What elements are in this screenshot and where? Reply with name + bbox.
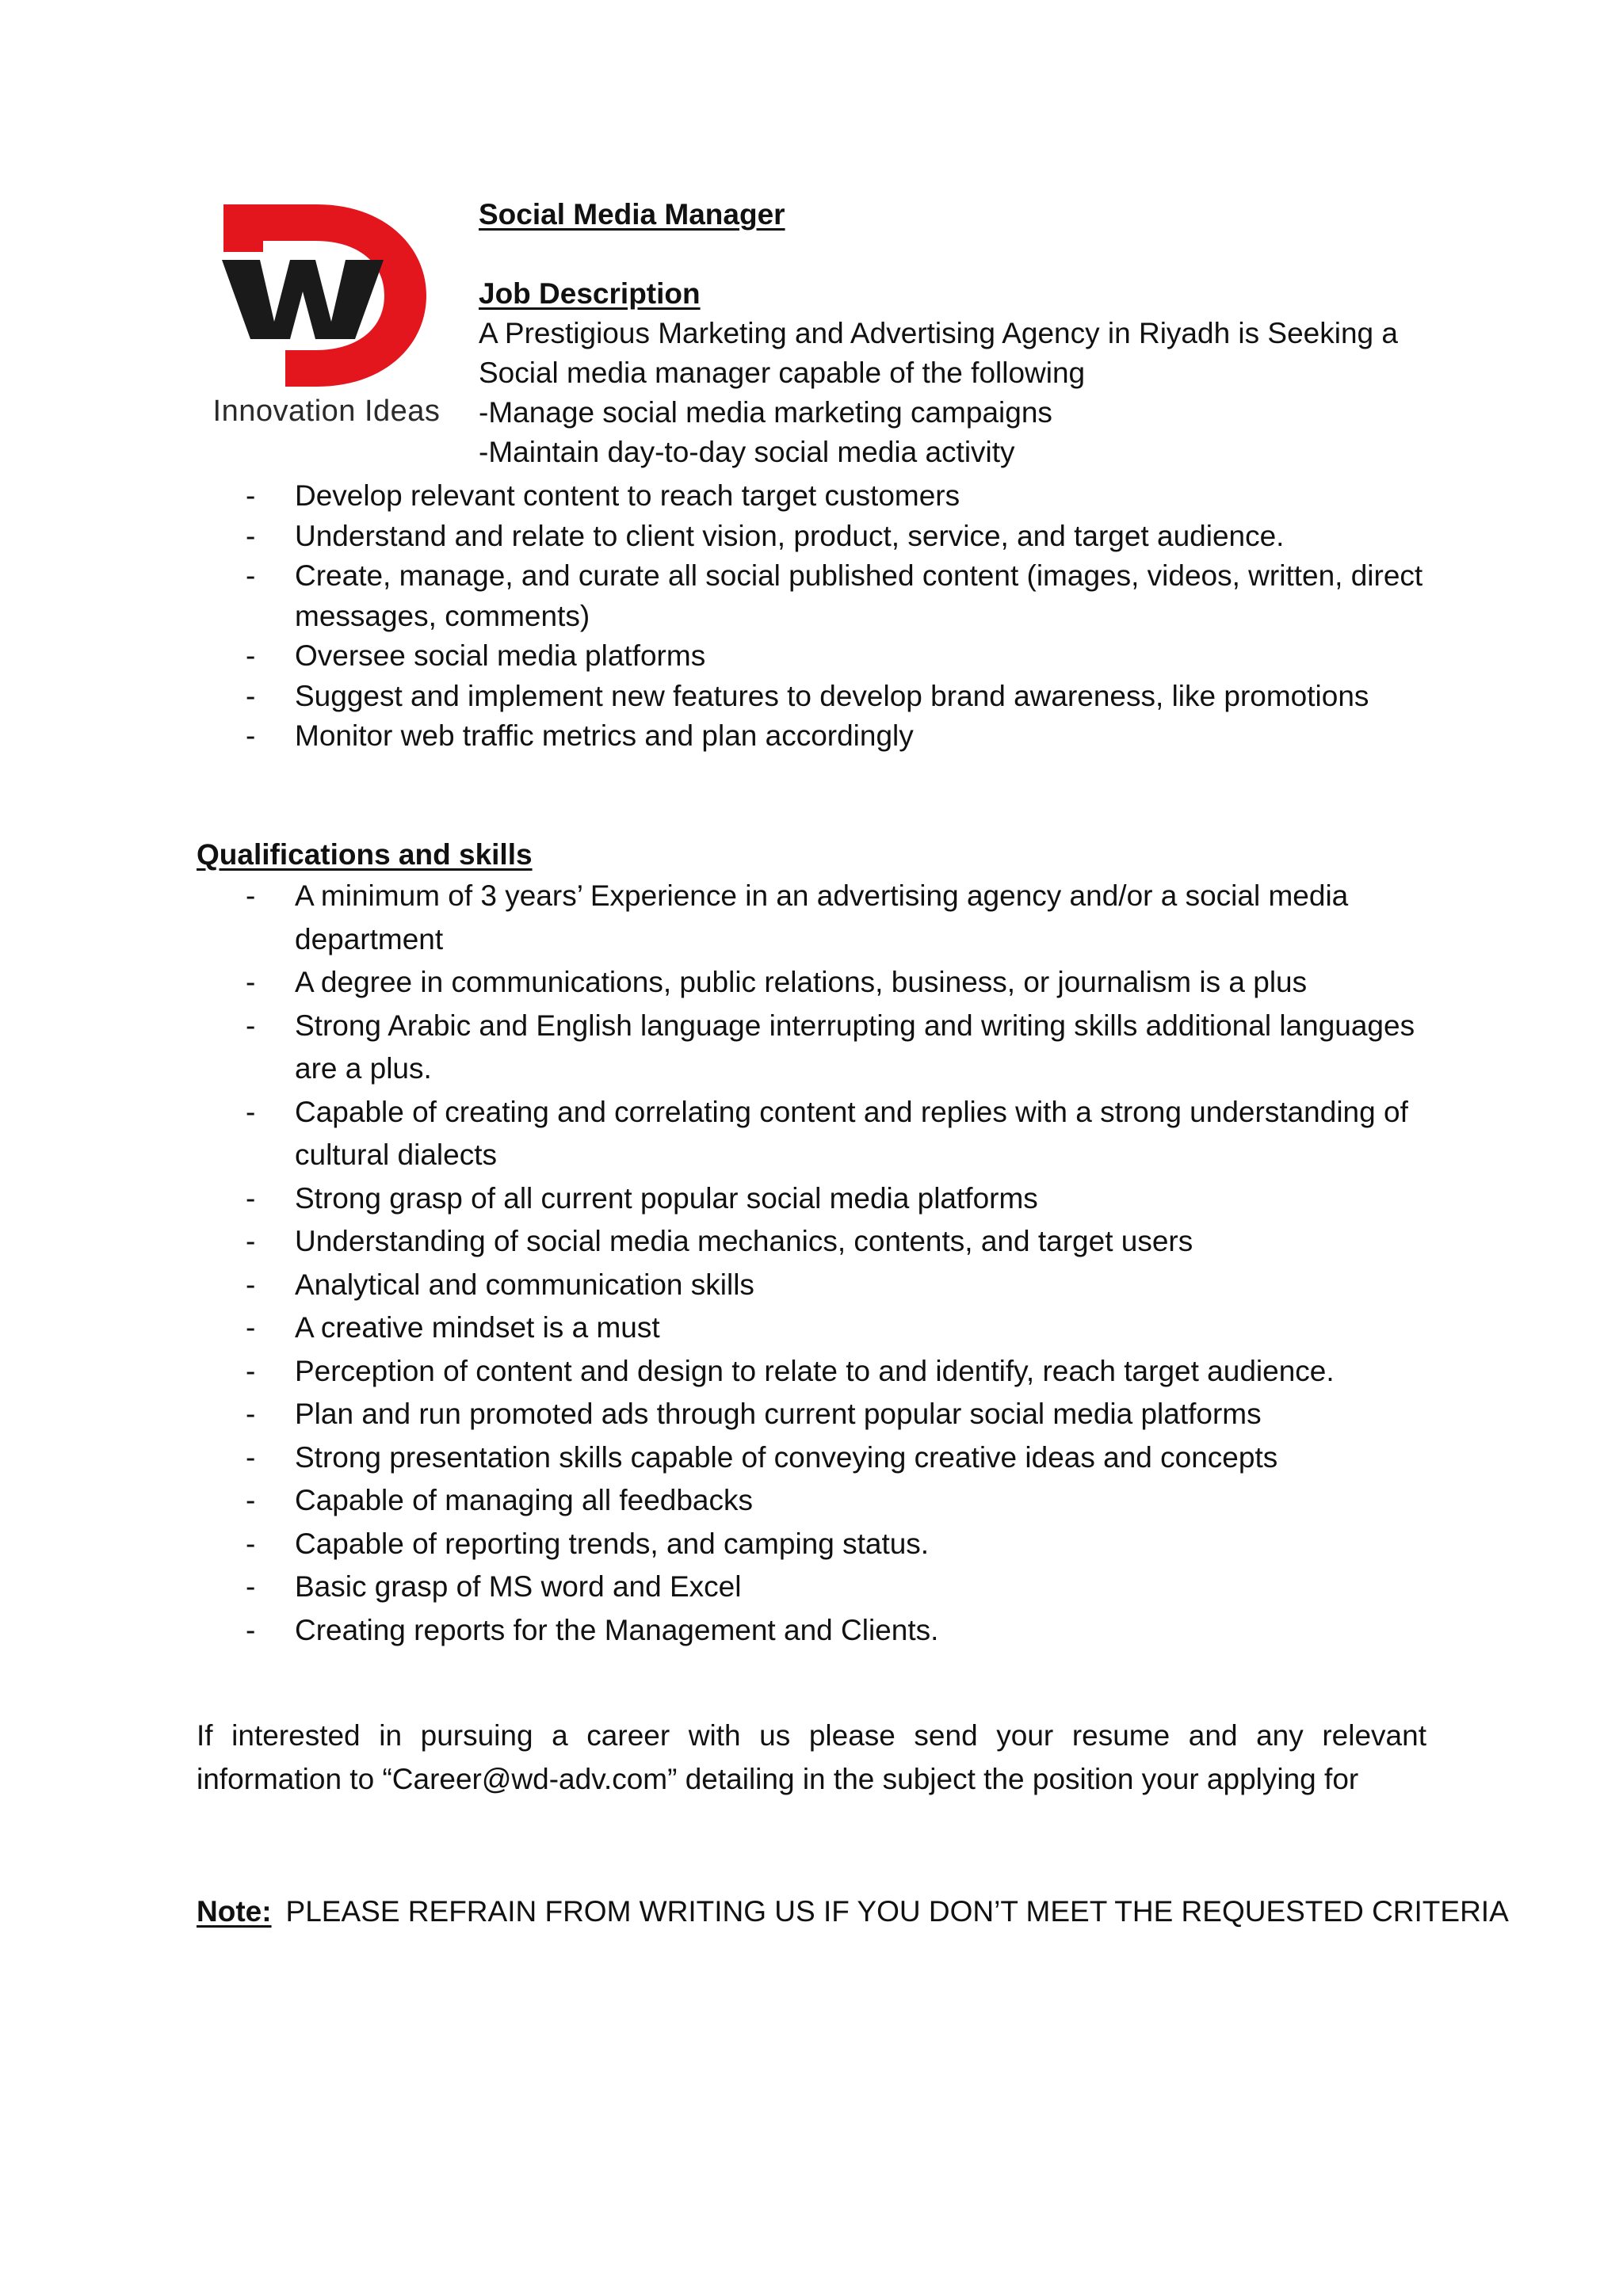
note-line	[197, 1892, 1509, 1932]
duties-list	[197, 476, 1433, 757]
qualification-item: - Understanding of social media mechanics, contents, and target users	[197, 1220, 1433, 1264]
job-description-heading: Job Description	[479, 277, 701, 310]
duty-item: - Monitor web traffic metrics and plan accordingly	[197, 716, 1433, 757]
duty-item: - Create, manage, and curate all social published content (images, videos, written, direct messages, comments)	[197, 556, 1433, 636]
qualification-item: - Basic grasp of MS word and Excel	[197, 1566, 1433, 1609]
job-title: Social Media Manager	[479, 198, 785, 231]
note-text: PLEASE REFRAIN FROM WRITING US IF YOU DON’T MEET THE REQUESTED CRITERIA	[285, 1895, 1509, 1928]
header-block	[479, 195, 1438, 472]
intro-line: -Manage social media marketing campaigns	[479, 396, 1052, 429]
qualification-item: - A degree in communications, public relations, business, or journalism is a plus	[197, 961, 1433, 1005]
qualification-item: - Strong Arabic and English language interrupting and writing skills additional languages are a plus.	[197, 1005, 1433, 1091]
duty-item: - Oversee social media platforms	[197, 636, 1433, 677]
wd-logo-mark-icon	[222, 203, 428, 387]
qualification-item: - A minimum of 3 years’ Experience in an advertising agency and/or a social media department	[197, 875, 1433, 961]
qualification-item: - Creating reports for the Management and Clients.	[197, 1609, 1433, 1653]
duty-item: - Develop relevant content to reach target customers	[197, 476, 1433, 517]
company-logo	[200, 203, 453, 441]
application-instructions: If interested in pursuing a career with us please send your resume and any relevant information to “Career@wd-adv.com” detailing in the subject the position your applying for	[197, 1719, 1426, 1795]
duty-item: - Understand and relate to client vision, product, service, and target audience.	[197, 517, 1433, 557]
qualification-item: - Capable of reporting trends, and camping status.	[197, 1523, 1433, 1566]
qualification-item: - A creative mindset is a must	[197, 1306, 1433, 1350]
qualification-item: - Capable of managing all feedbacks	[197, 1479, 1433, 1523]
note-label: Note:	[197, 1895, 272, 1928]
intro-line: -Maintain day-to-day social media activity	[479, 436, 1015, 468]
qualification-item: - Perception of content and design to relate to and identify, reach target audience.	[197, 1350, 1433, 1394]
qualification-item: - Analytical and communication skills	[197, 1264, 1433, 1307]
qualification-item: - Strong grasp of all current popular social media platforms	[197, 1177, 1433, 1221]
intro-line: Social media manager capable of the following	[479, 357, 1086, 389]
qualifications-list	[197, 875, 1433, 1652]
intro-line: A Prestigious Marketing and Advertising Agency in Riyadh is Seeking a	[479, 317, 1398, 349]
qualification-item: - Capable of creating and correlating content and replies with a strong understanding of cultural dialects	[197, 1091, 1433, 1177]
duty-item: - Suggest and implement new features to develop brand awareness, like promotions	[197, 677, 1433, 717]
qualification-item: - Strong presentation skills capable of conveying creative ideas and concepts	[197, 1436, 1433, 1480]
qualification-item: - Plan and run promoted ads through current popular social media platforms	[197, 1393, 1433, 1436]
logo-tagline: Innovation Ideas	[212, 395, 441, 428]
qualifications-heading: Qualifications and skills	[197, 838, 533, 871]
